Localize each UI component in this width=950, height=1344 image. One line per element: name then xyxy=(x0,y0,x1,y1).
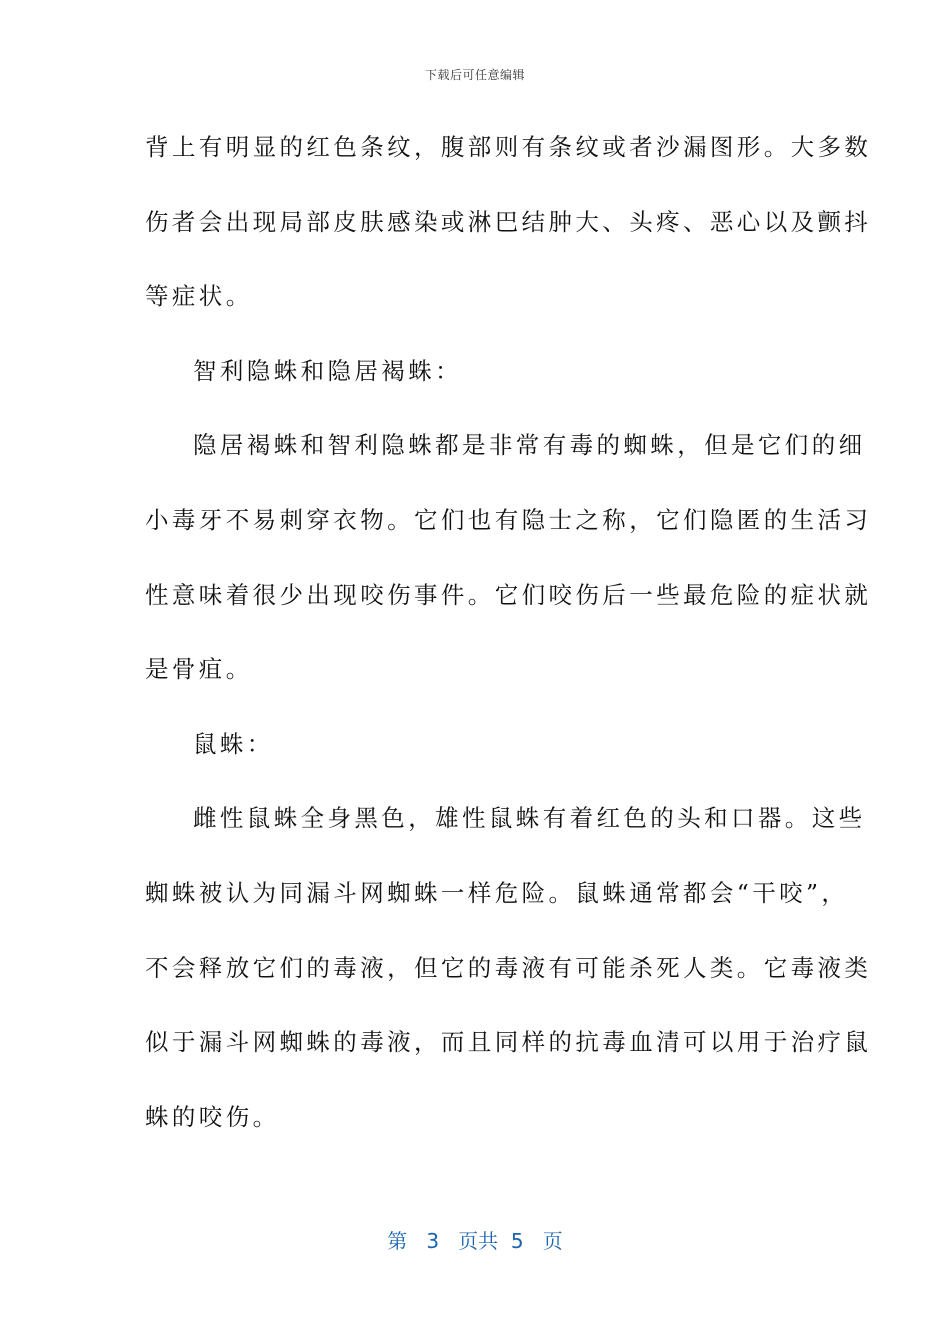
footer-middle: 页共 xyxy=(458,1229,499,1253)
page-footer xyxy=(0,1225,950,1254)
paragraph-line: 伤者会出现局部皮肤感染或淋巴结肿大、头疼、恶心以及颤抖 xyxy=(145,207,872,236)
section-heading: 智利隐蛛和隐居褐蛛： xyxy=(193,356,462,385)
paragraph-line: 雌性鼠蛛全身黑色，雄性鼠蛛有着红色的头和口器。这些 xyxy=(193,804,866,833)
document-body xyxy=(145,121,872,1165)
paragraph-line: 隐居褐蛛和智利隐蛛都是非常有毒的蜘蛛，但是它们的细 xyxy=(193,431,866,460)
paragraph-line: 等症状。 xyxy=(145,282,253,311)
paragraph-line: 是骨疽。 xyxy=(145,655,253,684)
footer-suffix: 页 xyxy=(542,1229,563,1253)
section-heading: 鼠蛛： xyxy=(193,729,274,758)
paragraph-line: 蛛的咬伤。 xyxy=(145,1102,280,1131)
header-note: 下载后可任意编辑 xyxy=(424,68,525,82)
paragraph-line: 不会释放它们的毒液，但它的毒液有可能杀死人类。它毒液类 xyxy=(145,953,872,982)
paragraph-line: 小毒牙不易刺穿衣物。它们也有隐士之称，它们隐匿的生活习 xyxy=(145,505,872,534)
footer-prefix: 第 xyxy=(387,1229,408,1253)
paragraph-line: 蜘蛛被认为同漏斗网蜘蛛一样危险。鼠蛛通常都会“干咬”， xyxy=(145,878,849,907)
paragraph-line: 似于漏斗网蜘蛛的毒液，而且同样的抗毒血清可以用于治疗鼠 xyxy=(145,1028,872,1057)
paragraph-line: 性意味着很少出现咬伤事件。它们咬伤后一些最危险的症状就 xyxy=(145,580,872,609)
footer-current-page: 3 xyxy=(426,1229,440,1253)
footer-total-pages: 5 xyxy=(510,1229,524,1253)
paragraph-line: 背上有明显的红色条纹，腹部则有条纹或者沙漏图形。大多数 xyxy=(145,133,872,161)
